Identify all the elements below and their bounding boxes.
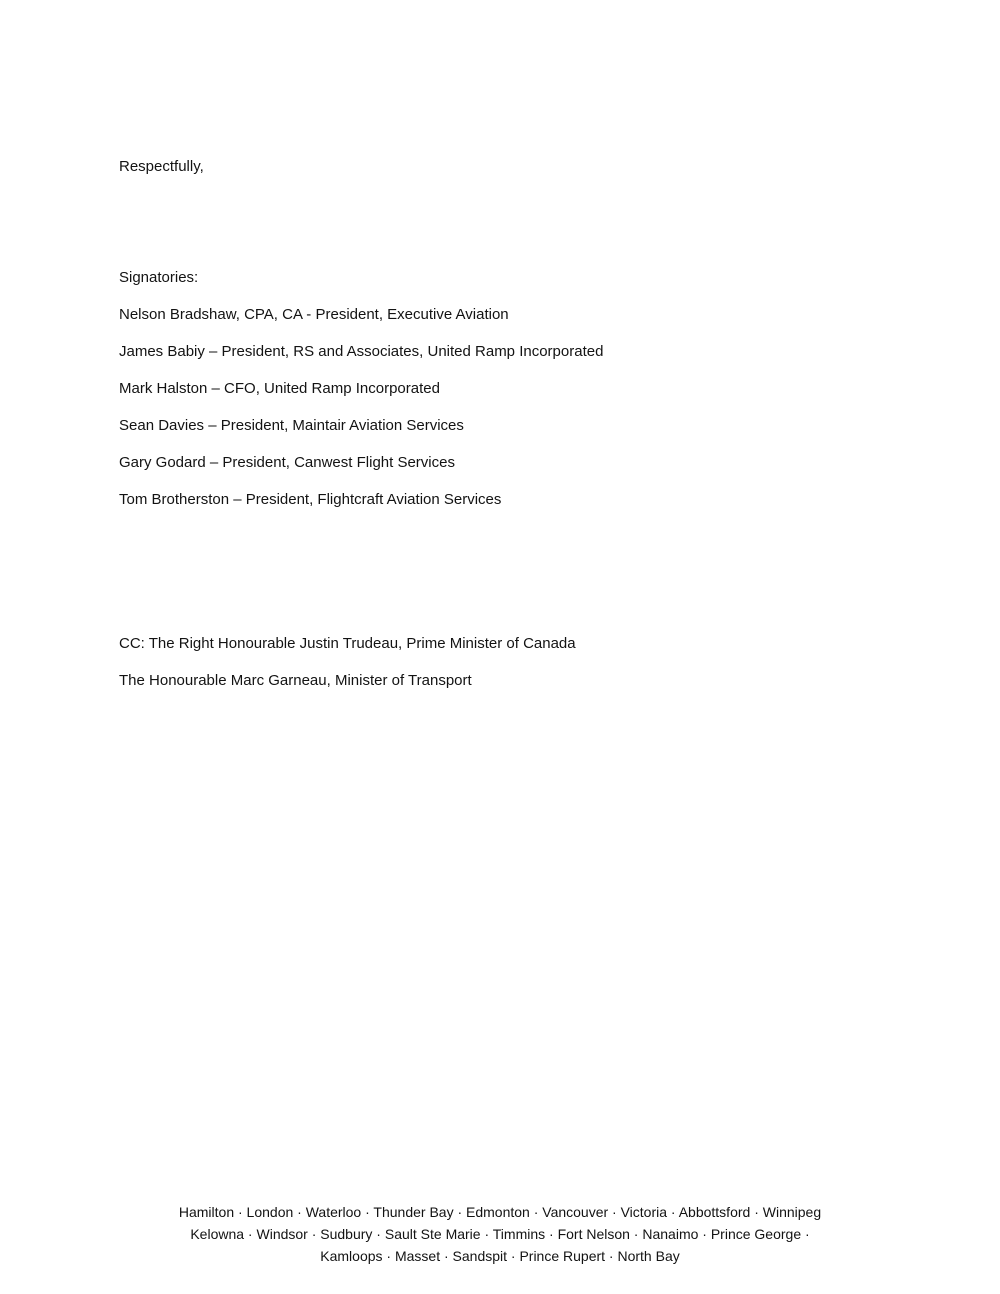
footer-line: Kelowna · Windsor · Sudbury · Sault Ste Marie · Timmins · Fort Nelson · Nanaimo · Prince George · xyxy=(190,1226,810,1242)
signatories-section xyxy=(119,267,900,526)
signatory-line: Tom Brotherston – President, Flightcraft Aviation Services xyxy=(119,491,502,508)
signatory-line: Gary Godard – President, Canwest Flight Services xyxy=(119,454,455,471)
signatory-line: Nelson Bradshaw, CPA, CA - President, Executive Aviation xyxy=(119,306,509,323)
footer-line: Hamilton · London · Waterloo · Thunder Bay · Edmonton · Vancouver · Victoria · Abbottsford · Winnipeg xyxy=(178,1204,822,1220)
footer-line: Kamloops · Masset · Sandspit · Prince Rupert · North Bay xyxy=(320,1248,680,1264)
cc-line: CC: The Right Honourable Justin Trudeau, Prime Minister of Canada xyxy=(119,635,576,652)
signatory-line: Sean Davies – President, Maintair Aviation Services xyxy=(119,417,464,434)
cc-line: The Honourable Marc Garneau, Minister of Transport xyxy=(119,672,472,689)
closing-section xyxy=(119,156,900,193)
signatory-line: James Babiy – President, RS and Associates, United Ramp Incorporated xyxy=(119,343,604,360)
signatories-heading: Signatories: xyxy=(119,269,199,286)
closing-line: Respectfully, xyxy=(119,158,204,175)
footer-city-list xyxy=(0,1201,1000,1267)
cc-section xyxy=(119,633,900,707)
signatory-line: Mark Halston – CFO, United Ramp Incorporated xyxy=(119,380,440,397)
